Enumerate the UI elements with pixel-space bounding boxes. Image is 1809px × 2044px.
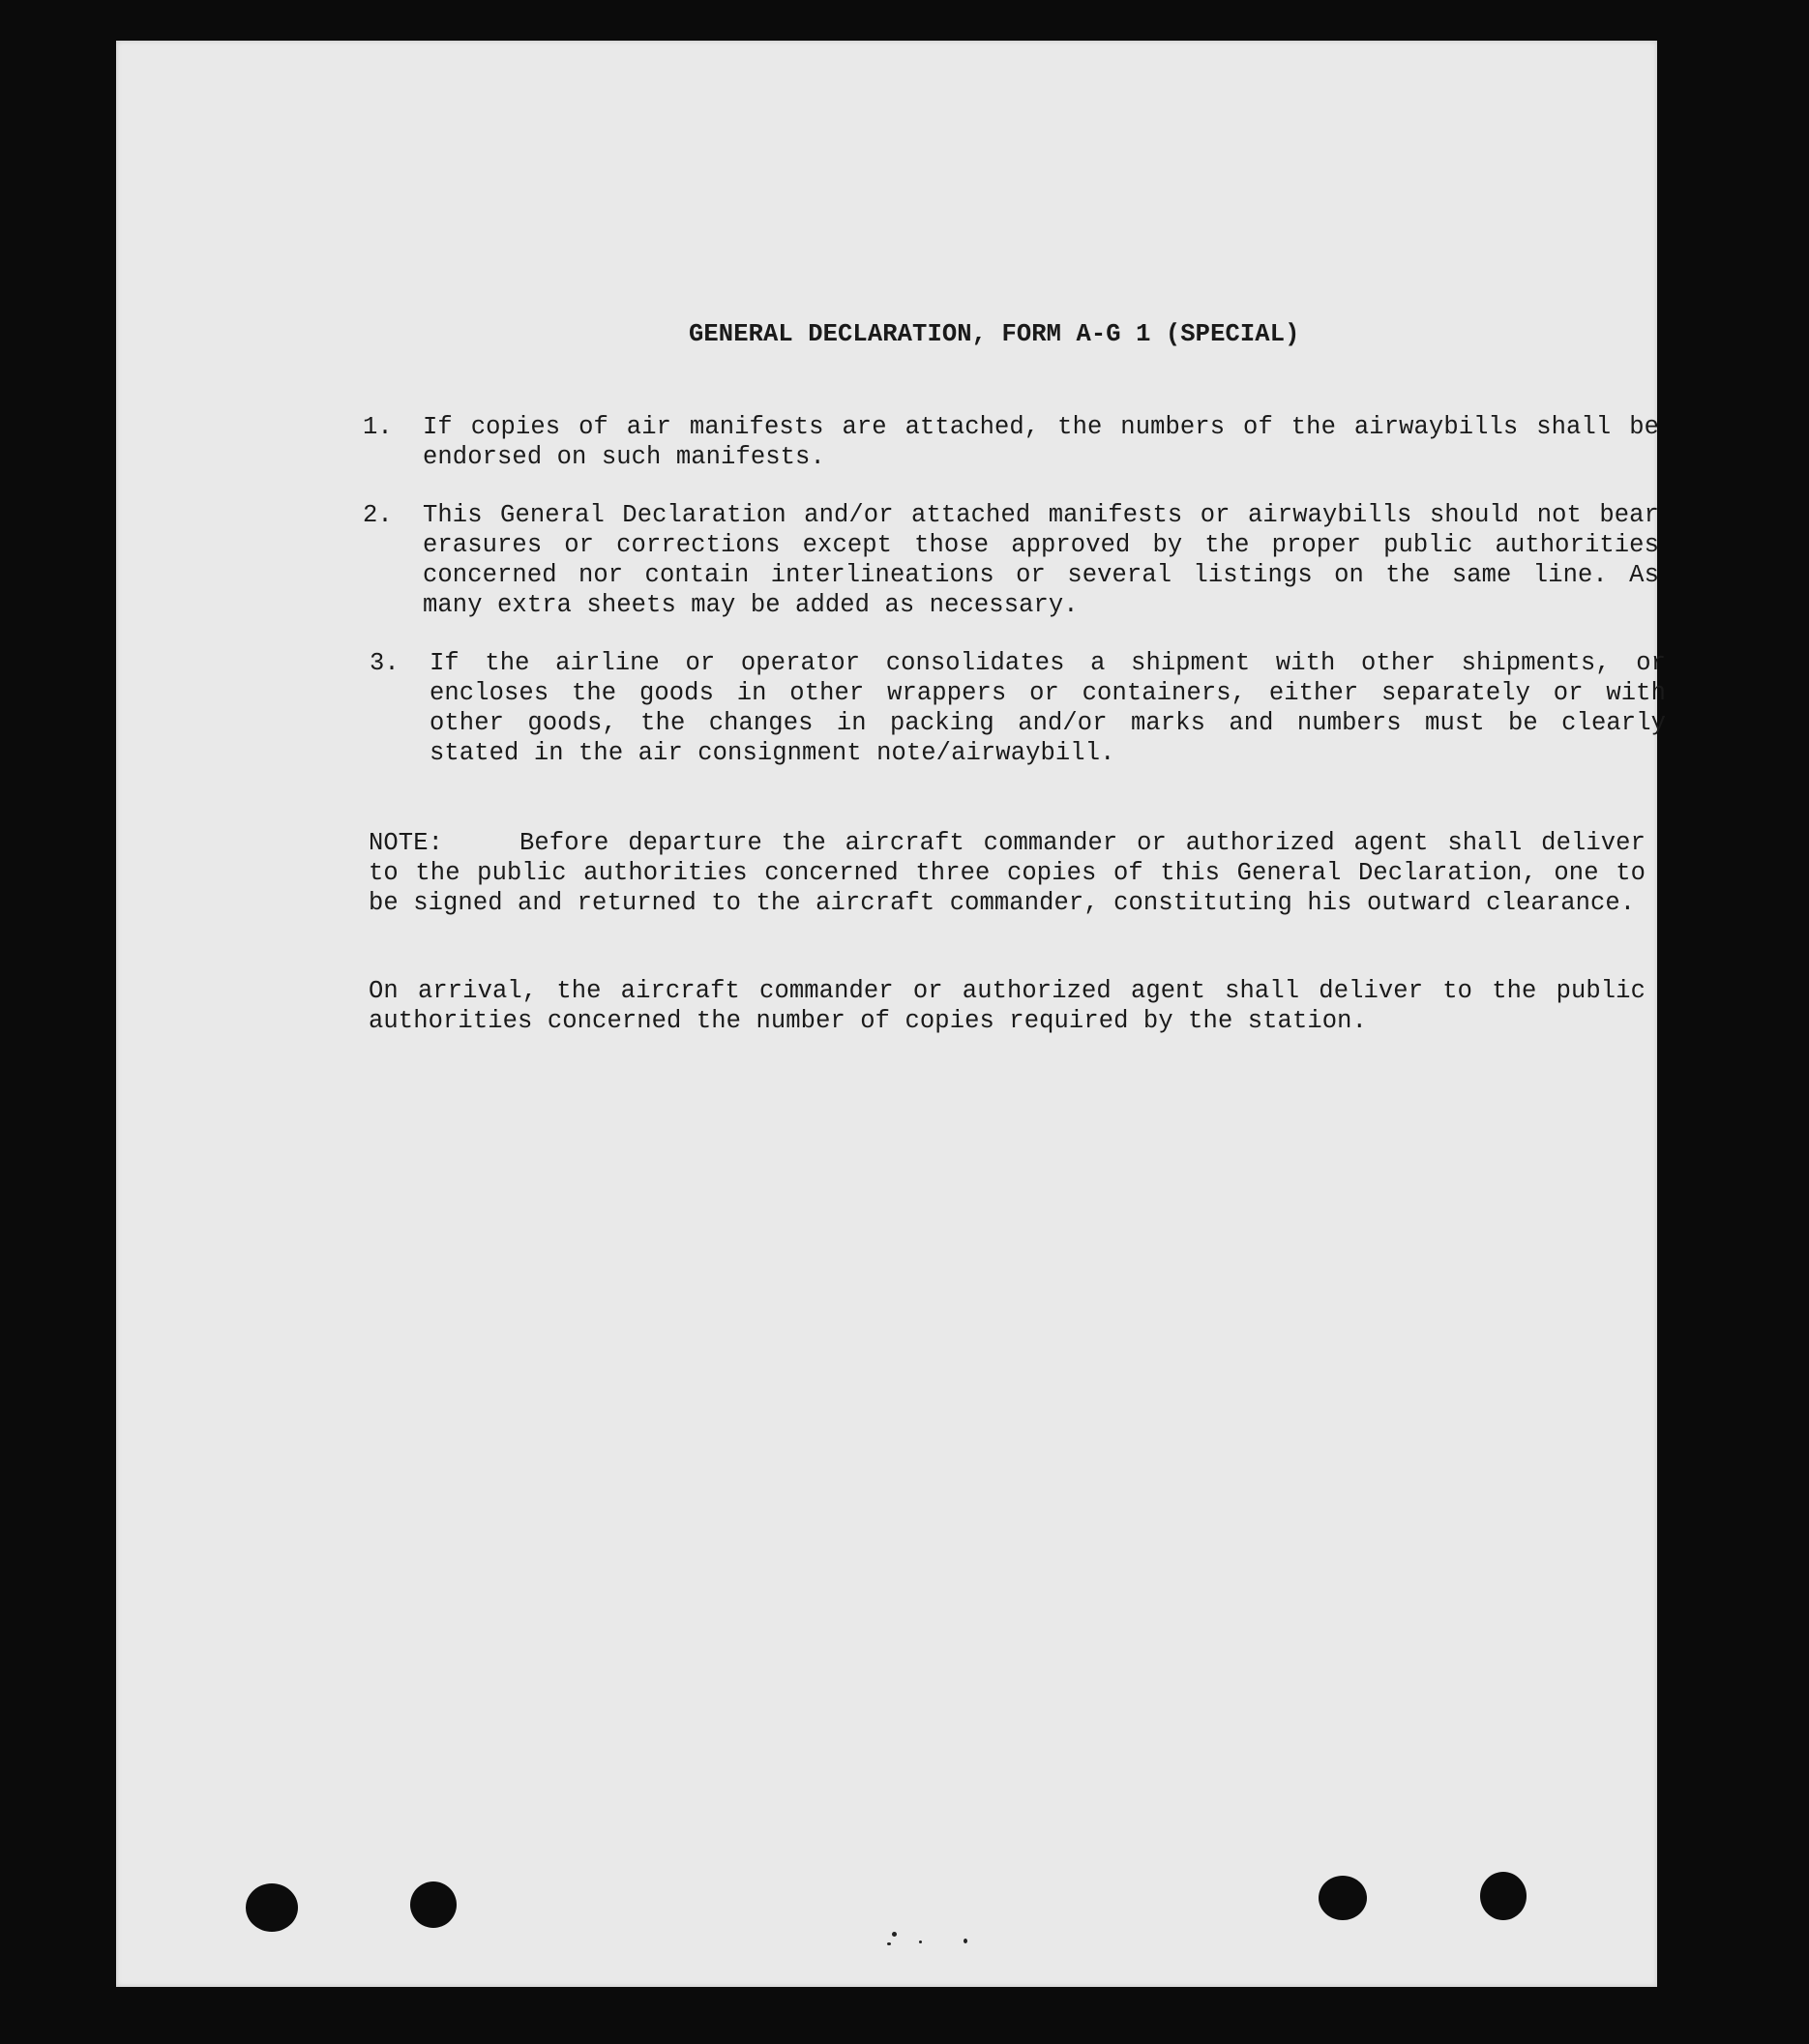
note-text: Before departure the aircraft commander or authorized agent shall deliver to the public authorities concerned three copies of this General Declaration, one to be signed and returned to the aircraft commander, constituting his outward clearance. [369, 829, 1646, 917]
arrival-text: On arrival, the aircraft commander or authorized agent shall deliver to the public authorities concerned the number of copies required by the station. [369, 977, 1646, 1035]
document-page [116, 41, 1666, 1987]
speck [887, 1942, 891, 1945]
speck [892, 1932, 897, 1937]
arrival-paragraph [369, 976, 1646, 1036]
item-text: If the airline or operator consolidates a shipment with other shipments, or encloses the goods in other wrappers or containers, either separately or with other goods, the changes in packing and/or marks and numbers must be clearly stated in the air consignment note/airwaybill. [430, 649, 1666, 767]
item-number: 1. [363, 413, 393, 441]
punch-hole [246, 1883, 298, 1932]
document-title: GENERAL DECLARATION, FORM A-G 1 (SPECIAL) [689, 320, 1300, 348]
item-number: 3. [370, 649, 400, 677]
item-number: 2. [363, 501, 393, 529]
punch-hole [1319, 1876, 1367, 1920]
punch-hole [410, 1881, 457, 1928]
item-text: If copies of air manifests are attached, the numbers of the airwaybills shall be endorsed on such manifests. [423, 413, 1659, 471]
speck [919, 1940, 922, 1943]
note-label: NOTE: [369, 829, 444, 857]
speck [964, 1939, 967, 1943]
punch-hole [1480, 1872, 1527, 1920]
note-paragraph [369, 828, 1646, 918]
item-text: This General Declaration and/or attached manifests or airwaybills should not bear erasures or corrections except those approved by the proper public authorities concerned nor contain interlineations or several listings on the same line. As many extra sheets may be added as necessary. [423, 501, 1659, 619]
